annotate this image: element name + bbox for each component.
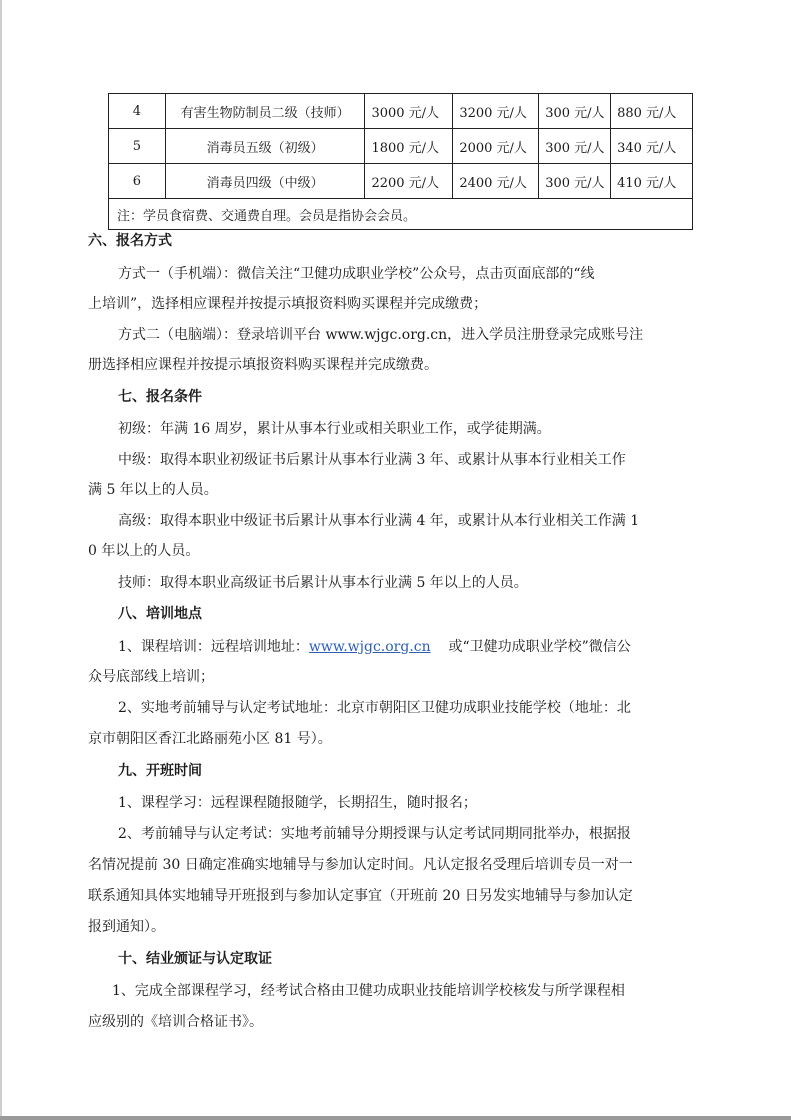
- s9-item2-line3: 联系通知具体实地辅导开班报到与参加认定事宜（开班前 20 日另发实地辅导与参加认定: [88, 888, 633, 904]
- table-cell-price: 2200 元/人: [365, 164, 453, 199]
- s8-item1-line2: 众号底部线上培训；: [88, 669, 214, 685]
- s8-item2-line2: 京市朝阳区香江北路丽苑小区 81 号）。: [88, 731, 332, 747]
- table-cell-price: 340 元/人: [611, 129, 693, 164]
- table-cell-price: 300 元/人: [539, 129, 611, 164]
- table-cell-price: 3200 元/人: [453, 94, 539, 129]
- s7-technician: 技师：取得本职业高级证书后累计从事本行业满 5 年以上的人员。: [118, 575, 528, 591]
- s9-item2-line2: 名情况提前 30 日确定准确实地辅导与参加认定时间。凡认定报名受理后培训专员一对一: [88, 857, 633, 873]
- s6-method1-line2: 上培训”，选择相应课程并按提示填报资料购买课程并完成缴费；: [88, 296, 488, 312]
- table-cell-price: 880 元/人: [611, 94, 693, 129]
- s6-method2-text-post: ，进入学员注册登录完成账号注: [447, 327, 644, 343]
- section-8-heading: 八、培训地点: [118, 606, 202, 622]
- section-6-heading: 六、报名方式: [88, 233, 172, 249]
- s7-intermediate-line2: 满 5 年以上的人员。: [88, 482, 218, 498]
- s10-item1-line2: 应级别的《培训合格证书》。: [88, 1014, 263, 1030]
- table-cell-price: 2000 元/人: [453, 129, 539, 164]
- table-cell-no: 5: [109, 129, 166, 164]
- s6-method2-text: 方式二（电脑端）：登录培训平台: [118, 327, 321, 343]
- table-cell-course: 消毒员五级（初级）: [165, 129, 365, 164]
- s8-item1-text: 1、课程培训：远程培训地址：: [118, 639, 309, 655]
- section-7-heading: 七、报名条件: [118, 389, 202, 405]
- table-note: 注：学员食宿费、交通费自理。会员是指协会会员。: [109, 199, 693, 230]
- remote-training-link[interactable]: www.wjgc.org.cn: [308, 639, 431, 655]
- page-bottom-border: [0, 1116, 791, 1120]
- s6-method1-line1: 方式一（手机端）：微信关注“卫健功成职业学校”公众号，点击页面底部的“线: [118, 266, 595, 282]
- table-cell-course: 有害生物防制员二级（技师）: [165, 94, 365, 129]
- s8-item1-text-post: 或“卫健功成职业学校”微信公: [448, 639, 631, 655]
- table-row: [109, 94, 693, 129]
- table-cell-course: 消毒员四级（中级）: [165, 164, 365, 199]
- page-left-border: [0, 0, 2, 1120]
- table-row: [109, 164, 693, 199]
- s7-intermediate-line1: 中级：取得本职业初级证书后累计从事本行业满 3 年、或累计从事本行业相关工作: [118, 452, 626, 468]
- table-cell-price: 1800 元/人: [365, 129, 453, 164]
- training-platform-link[interactable]: www.wjgc.org.cn: [325, 327, 448, 343]
- section-9-heading: 九、开班时间: [118, 763, 202, 779]
- s9-item1: 1、课程学习：远程课程随报随学，长期招生，随时报名；: [118, 795, 477, 811]
- s6-method2-line1: [118, 325, 738, 345]
- section-10-heading: 十、结业颁证与认定取证: [118, 951, 272, 967]
- s7-senior-line2: 0 年以上的人员。: [88, 543, 200, 559]
- table-cell-no: 4: [109, 94, 166, 129]
- s9-item2-line4: 报到通知）。: [88, 919, 165, 935]
- s7-junior: 初级：年满 16 周岁，累计从事本行业或相关职业工作，或学徒期满。: [118, 421, 551, 437]
- table-cell-price: 300 元/人: [539, 164, 611, 199]
- table-cell-price: 2400 元/人: [453, 164, 539, 199]
- s6-method2-line2: 册选择相应课程并按提示填报资料购买课程并完成缴费。: [88, 357, 438, 373]
- fee-table: [108, 93, 693, 230]
- table-row: [109, 129, 693, 164]
- table-cell-no: 6: [109, 164, 166, 199]
- s9-item2-line1: 2、考前辅导与认定考试：实地考前辅导分期授课与认定考试同期同批举办，根据报: [118, 826, 631, 842]
- s7-senior-line1: 高级：取得本职业中级证书后累计从事本行业满 4 年，或累计从本行业相关工作满 1: [118, 513, 640, 529]
- table-note-row: [109, 199, 693, 230]
- s8-item2-line1: 2、实地考前辅导与认定考试地址：北京市朝阳区卫健功成职业技能学校（地址：北: [118, 700, 631, 716]
- table-cell-price: 3000 元/人: [365, 94, 453, 129]
- s10-item1-line1: 1、完成全部课程学习，经考试合格由卫健功成职业技能培训学校核发与所学课程相: [112, 983, 625, 999]
- table-cell-price: 300 元/人: [539, 94, 611, 129]
- table-cell-price: 410 元/人: [611, 164, 693, 199]
- s8-item1-line1: [118, 637, 738, 657]
